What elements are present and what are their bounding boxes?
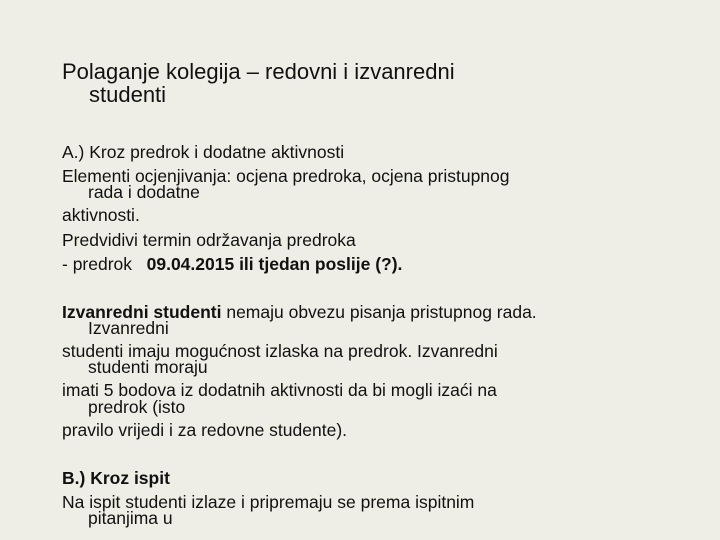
izvanredni-line-1-rest: nemaju obvezu pisanja pristupnog rada. bbox=[221, 302, 537, 323]
title-line-1: Polaganje kolegija – redovni i izvanredni bbox=[62, 59, 455, 84]
predrok-date: 09.04.2015 ili tjedan poslije (?). bbox=[146, 253, 403, 274]
slide-body bbox=[62, 140, 702, 529]
izvanredni-line-3: studenti imaju mogućnost izlaska na predrok. Izvanredni bbox=[62, 341, 498, 362]
title-line-2: studenti bbox=[89, 82, 167, 107]
elements-line-2: rada i dodatne bbox=[88, 182, 200, 203]
izvanredni-lead: Izvanredni studenti bbox=[62, 302, 222, 323]
izvanredni-line-2: Izvanredni bbox=[88, 318, 169, 339]
elements-line-1: Elementi ocjenjivanja: ocjena predroka, ocjena pristupnog bbox=[62, 166, 510, 187]
section-b-line-1: Na ispit studenti izlaze i pripremaju se prema ispitnim bbox=[62, 492, 475, 513]
izvanredni-line-5: imati 5 bodova iz dodatnih aktivnosti da bi mogli izaći na bbox=[62, 380, 497, 401]
section-b-line-2: pitanjima u bbox=[88, 508, 173, 529]
izvanredni-line-6: predrok (isto bbox=[88, 396, 186, 417]
section-b-heading-text: B.) Kroz ispit bbox=[62, 467, 170, 488]
term-line: Predvidivi termin održavanja predroka bbox=[62, 229, 356, 250]
slide-title bbox=[62, 60, 682, 106]
spacer bbox=[62, 442, 702, 466]
predrok-line bbox=[62, 252, 702, 276]
section-a-heading: A.) Kroz predrok i dodatne aktivnosti bbox=[62, 142, 345, 162]
predrok-prefix: - predrok bbox=[62, 253, 133, 274]
elements-line-3: aktivnosti. bbox=[62, 205, 140, 226]
izvanredni-line-7: pravilo vrijedi i za redovne studente). bbox=[62, 419, 348, 440]
spacer bbox=[62, 276, 702, 300]
izvanredni-line-4: studenti moraju bbox=[88, 357, 208, 378]
section-b-heading bbox=[62, 466, 702, 490]
